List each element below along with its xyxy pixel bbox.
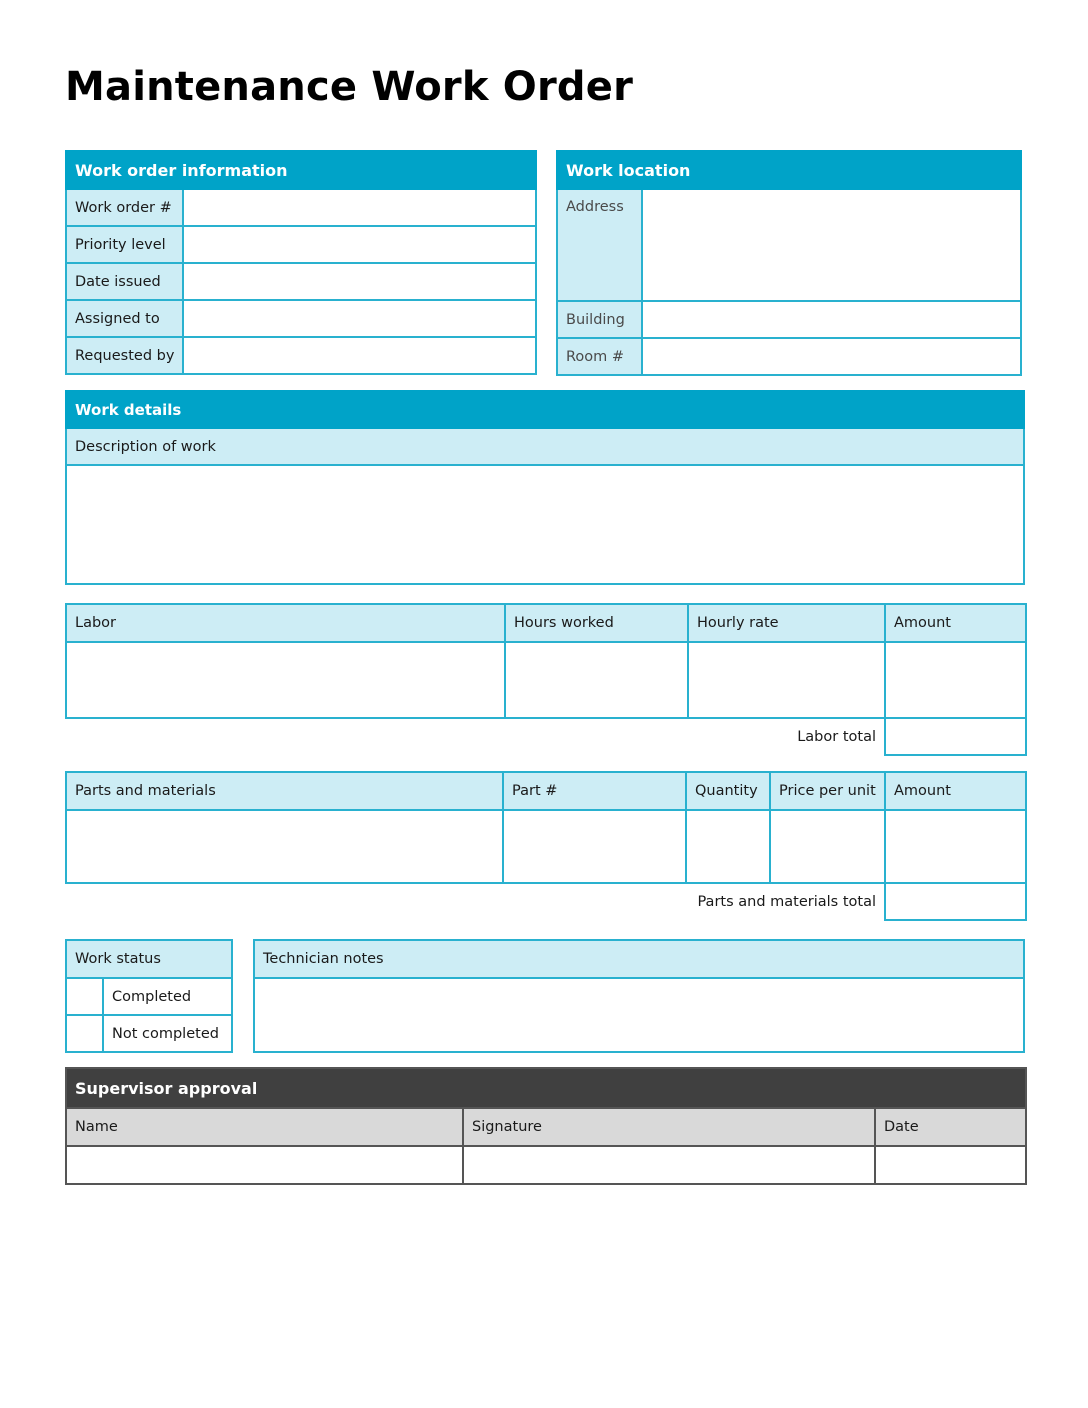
completed-label: Completed [103, 978, 232, 1015]
labor-total-label: Labor total [66, 718, 885, 755]
part-number-column-header: Part # [503, 772, 686, 810]
date-column-header: Date [875, 1108, 1026, 1146]
room-field[interactable] [642, 338, 1021, 375]
completed-checkbox[interactable] [66, 978, 103, 1015]
technician-notes-header: Technician notes [254, 940, 1024, 978]
priority-level-field[interactable] [183, 226, 536, 263]
requested-by-field[interactable] [183, 337, 536, 374]
labor-total-field[interactable] [885, 718, 1026, 755]
not-completed-label: Not completed [103, 1015, 232, 1052]
work-order-number-field[interactable] [183, 189, 536, 226]
not-completed-checkbox[interactable] [66, 1015, 103, 1052]
parts-amount-field[interactable] [885, 810, 1026, 883]
assigned-to-field[interactable] [183, 300, 536, 337]
address-label: Address [557, 189, 642, 301]
work-details-table [65, 390, 1025, 585]
building-label: Building [557, 301, 642, 338]
part-number-field[interactable] [503, 810, 686, 883]
description-of-work-field[interactable] [66, 465, 1024, 584]
date-issued-field[interactable] [183, 263, 536, 300]
quantity-field[interactable] [686, 810, 770, 883]
work-status-table [65, 939, 233, 1053]
technician-notes-table [253, 939, 1025, 1053]
work-order-info-table [65, 150, 537, 375]
work-status-header: Work status [66, 940, 232, 978]
labor-field[interactable] [66, 642, 505, 718]
parts-field[interactable] [66, 810, 503, 883]
supervisor-date-field[interactable] [875, 1146, 1026, 1184]
hours-worked-column-header: Hours worked [505, 604, 688, 642]
supervisor-approval-table [65, 1067, 1027, 1185]
parts-total-field[interactable] [885, 883, 1026, 920]
parts-total-label: Parts and materials total [66, 883, 885, 920]
quantity-column-header: Quantity [686, 772, 770, 810]
requested-by-label: Requested by [66, 337, 183, 374]
labor-amount-field[interactable] [885, 642, 1026, 718]
parts-column-header: Parts and materials [66, 772, 503, 810]
work-details-header: Work details [66, 391, 1024, 428]
parts-amount-column-header: Amount [885, 772, 1026, 810]
labor-column-header: Labor [66, 604, 505, 642]
work-location-table [556, 150, 1022, 376]
name-column-header: Name [66, 1108, 463, 1146]
technician-notes-field[interactable] [254, 978, 1024, 1052]
address-field[interactable] [642, 189, 1021, 301]
price-per-unit-field[interactable] [770, 810, 885, 883]
work-location-header: Work location [557, 151, 1021, 189]
page-title: Maintenance Work Order [65, 64, 633, 110]
description-of-work-label: Description of work [66, 428, 1024, 465]
date-issued-label: Date issued [66, 263, 183, 300]
work-order-number-label: Work order # [66, 189, 183, 226]
parts-table [65, 771, 1027, 921]
building-field[interactable] [642, 301, 1021, 338]
supervisor-signature-field[interactable] [463, 1146, 875, 1184]
assigned-to-label: Assigned to [66, 300, 183, 337]
labor-amount-column-header: Amount [885, 604, 1026, 642]
priority-level-label: Priority level [66, 226, 183, 263]
signature-column-header: Signature [463, 1108, 875, 1146]
hourly-rate-field[interactable] [688, 642, 885, 718]
room-label: Room # [557, 338, 642, 375]
work-order-info-header: Work order information [66, 151, 536, 189]
hours-worked-field[interactable] [505, 642, 688, 718]
labor-table [65, 603, 1027, 756]
hourly-rate-column-header: Hourly rate [688, 604, 885, 642]
supervisor-approval-header: Supervisor approval [66, 1068, 1026, 1108]
price-per-unit-column-header: Price per unit [770, 772, 885, 810]
supervisor-name-field[interactable] [66, 1146, 463, 1184]
